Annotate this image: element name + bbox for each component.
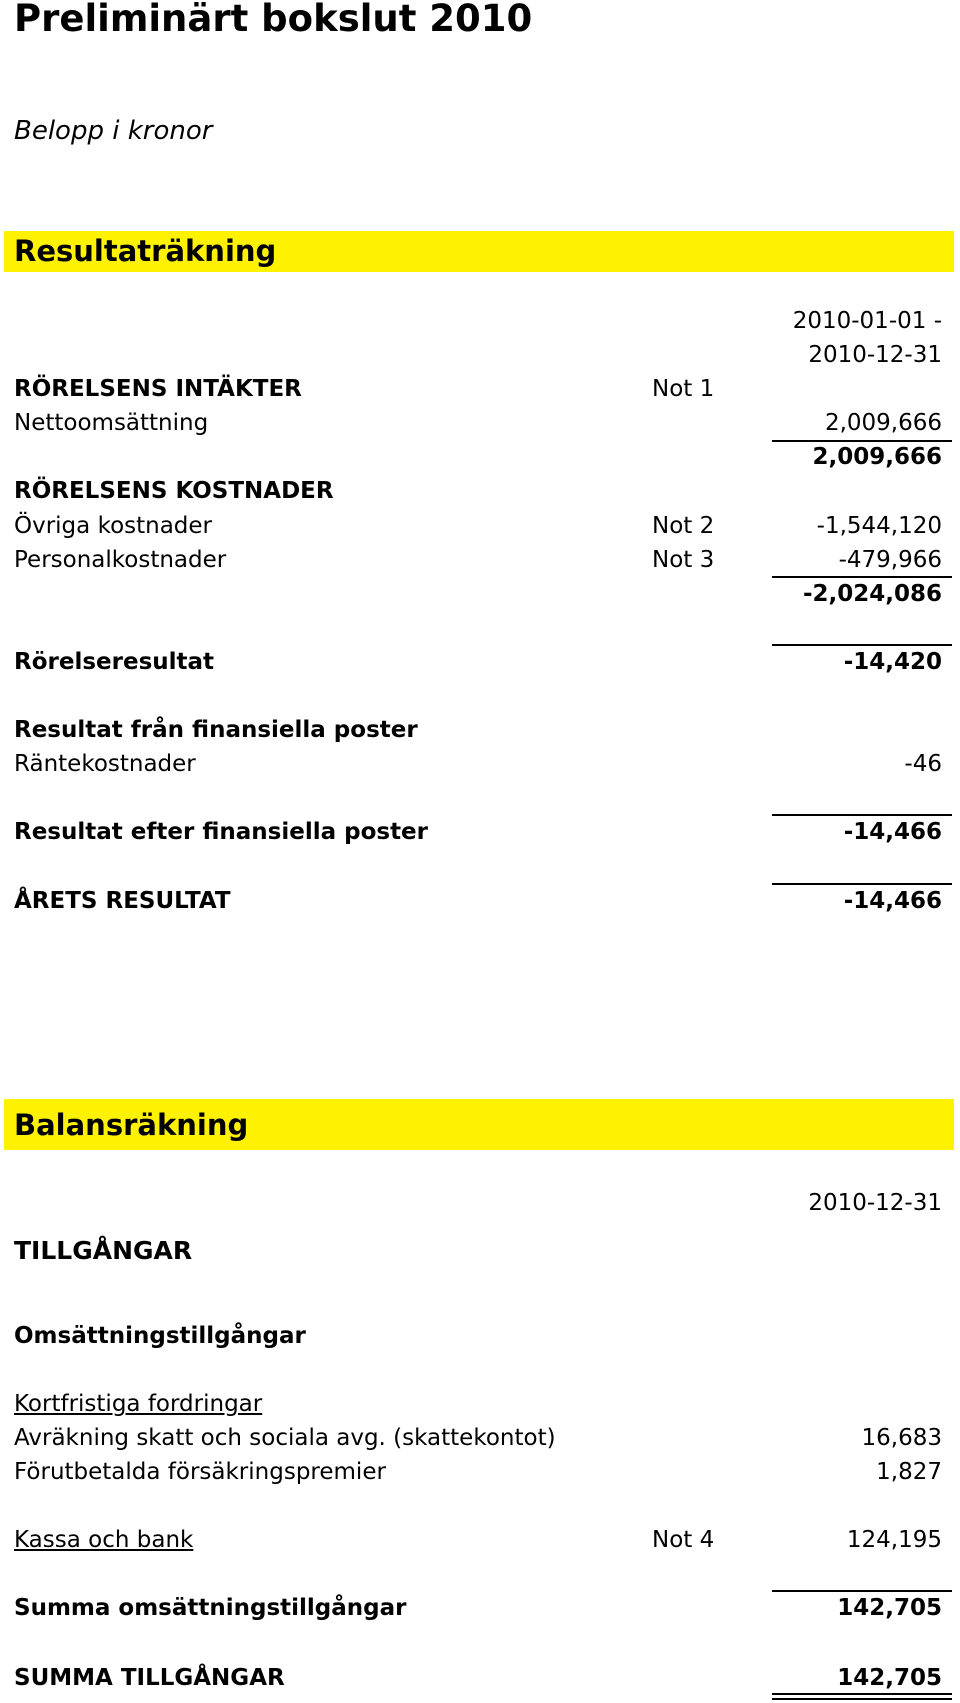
period-start: 2010-01-01 - xyxy=(792,308,942,334)
result-after-financial-value: -14,466 xyxy=(843,819,942,845)
operating-result-label: Rörelseresultat xyxy=(14,649,215,675)
interest-costs-label: Räntekostnader xyxy=(14,751,196,777)
personnel-costs-value: -479,966 xyxy=(838,547,942,573)
income-statement-header xyxy=(4,231,954,272)
prepaid-insurance-value: 1,827 xyxy=(876,1459,942,1485)
after-financial-rule xyxy=(772,814,952,816)
personnel-costs-label: Personalkostnader xyxy=(14,547,227,573)
current-assets-total-label: Summa omsättningstillgångar xyxy=(14,1595,407,1621)
total-assets-value: 142,705 xyxy=(837,1665,942,1691)
prepaid-insurance-label: Förutbetalda försäkringspremier xyxy=(14,1459,386,1485)
other-costs-label: Övriga kostnader xyxy=(14,513,213,539)
total-assets-label: SUMMA TILLGÅNGAR xyxy=(14,1665,285,1691)
costs-total: -2,024,086 xyxy=(802,581,942,607)
balance-date: 2010-12-31 xyxy=(808,1190,942,1216)
currency-note: Belopp i kronor xyxy=(14,116,213,146)
revenue-heading: RÖRELSENS INTÄKTER xyxy=(14,376,302,402)
costs-heading: RÖRELSENS KOSTNADER xyxy=(14,478,334,504)
result-after-financial-label: Resultat efter finansiella poster xyxy=(14,819,428,845)
short-term-receivables-heading: Kortfristiga fordringar xyxy=(14,1391,263,1417)
costs-subtotal-rule xyxy=(772,576,952,578)
net-sales-value: 2,009,666 xyxy=(824,410,942,436)
year-result-label: ÅRETS RESULTAT xyxy=(14,888,231,914)
current-assets-heading: Omsättningstillgångar xyxy=(14,1323,306,1349)
cash-and-bank-value: 124,195 xyxy=(846,1527,942,1553)
revenue-total: 2,009,666 xyxy=(812,444,942,470)
operating-result-rule xyxy=(772,644,952,646)
personnel-costs-note: Not 3 xyxy=(652,547,715,573)
balance-sheet-title: Balansräkning xyxy=(14,1108,249,1142)
net-sales-label: Nettoomsättning xyxy=(14,410,209,436)
revenue-note: Not 1 xyxy=(652,376,715,402)
total-assets-double-rule xyxy=(772,1693,952,1700)
balance-sheet-header xyxy=(4,1099,954,1150)
cash-and-bank-note: Not 4 xyxy=(652,1527,715,1553)
revenue-subtotal-rule xyxy=(772,440,952,442)
year-result-value: -14,466 xyxy=(843,888,942,914)
interest-costs-value: -46 xyxy=(904,751,942,777)
period-end: 2010-12-31 xyxy=(808,342,942,368)
income-statement-title: Resultaträkning xyxy=(14,234,277,268)
tax-account-label: Avräkning skatt och sociala avg. (skattekontot) xyxy=(14,1425,556,1451)
financial-items-heading: Resultat från finansiella poster xyxy=(14,717,418,743)
current-assets-total-rule xyxy=(772,1590,952,1592)
year-result-rule xyxy=(772,883,952,885)
current-assets-total-value: 142,705 xyxy=(837,1595,942,1621)
other-costs-value: -1,544,120 xyxy=(816,513,942,539)
other-costs-note: Not 2 xyxy=(652,513,715,539)
document-title: Preliminärt bokslut 2010 xyxy=(14,0,533,40)
assets-heading: TILLGÅNGAR xyxy=(14,1236,193,1265)
tax-account-value: 16,683 xyxy=(861,1425,942,1451)
operating-result-value: -14,420 xyxy=(843,649,942,675)
cash-and-bank-label: Kassa och bank xyxy=(14,1527,194,1553)
